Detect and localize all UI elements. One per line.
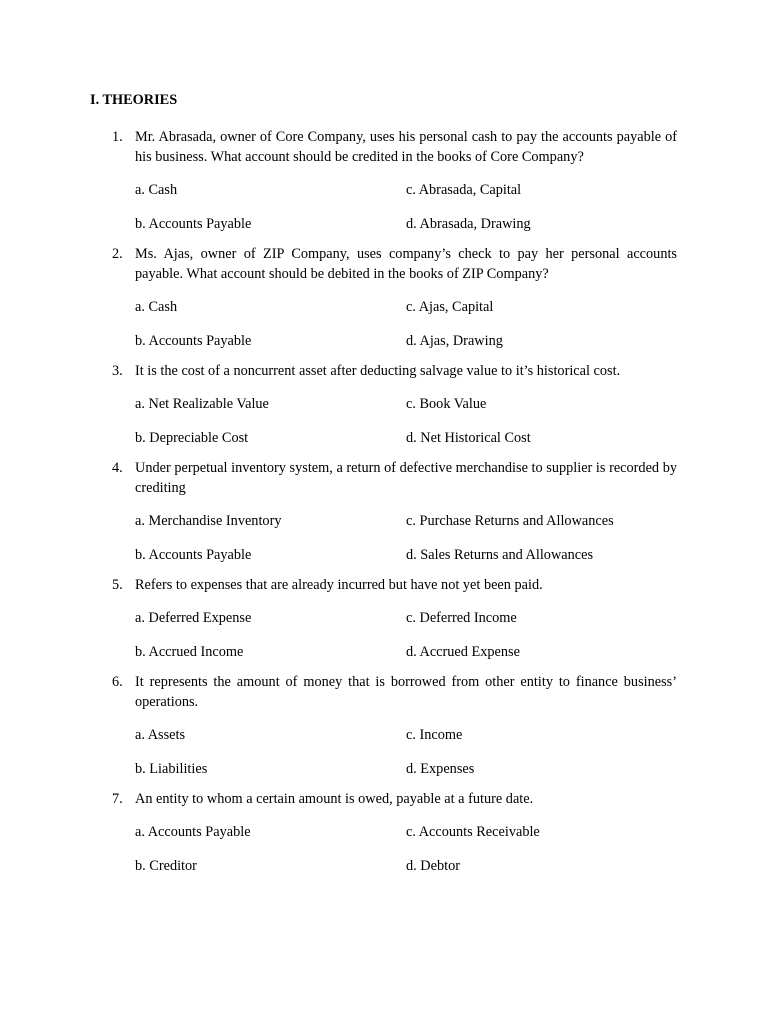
option-d: d. Abrasada, Drawing (406, 216, 531, 232)
question-number: 7. (112, 791, 123, 807)
question-list (0, 127, 768, 886)
option-a: a. Net Realizable Value (135, 396, 269, 412)
option-a: a. Accounts Payable (135, 824, 251, 840)
question-text: An entity to whom a certain amount is owed, payable at a future date. (135, 791, 534, 807)
answer-options (135, 822, 677, 876)
question-stem (0, 127, 768, 167)
question-4 (0, 458, 768, 565)
option-b: b. Liabilities (135, 761, 208, 777)
question-number: 1. (112, 129, 123, 145)
option-b: b. Depreciable Cost (135, 430, 249, 446)
option-c: c. Ajas, Capital (406, 299, 494, 315)
question-6 (0, 672, 768, 779)
question-stem (0, 244, 768, 284)
option-b: b. Accrued Income (135, 644, 244, 660)
answer-options (135, 394, 677, 448)
question-text: Under perpetual inventory system, a return of defective merchandise to supplier is recorded by crediting (135, 460, 677, 496)
question-3 (0, 361, 768, 448)
option-b: b. Creditor (135, 858, 197, 874)
option-c: c. Accounts Receivable (406, 824, 540, 840)
question-1 (0, 127, 768, 234)
option-a: a. Cash (135, 182, 178, 198)
option-d: d. Sales Returns and Allowances (406, 547, 594, 563)
answer-options (135, 725, 677, 779)
question-stem (0, 575, 768, 595)
question-7 (0, 789, 768, 876)
question-number: 3. (112, 363, 123, 379)
answer-options (135, 608, 677, 662)
option-c: c. Deferred Income (406, 610, 517, 626)
question-stem (0, 361, 768, 381)
option-d: d. Ajas, Drawing (406, 333, 503, 349)
section-title: I. THEORIES (90, 92, 178, 108)
question-text: It represents the amount of money that is borrowed from other entity to finance business’ operations. (135, 674, 677, 710)
question-stem (0, 458, 768, 498)
option-c: c. Abrasada, Capital (406, 182, 522, 198)
option-a: a. Assets (135, 727, 186, 743)
question-number: 6. (112, 674, 123, 690)
option-d: d. Net Historical Cost (406, 430, 531, 446)
question-number: 5. (112, 577, 123, 593)
question-stem (0, 672, 768, 712)
question-5 (0, 575, 768, 662)
answer-options (135, 511, 677, 565)
option-b: b. Accounts Payable (135, 216, 252, 232)
question-text: Ms. Ajas, owner of ZIP Company, uses company’s check to pay her personal accounts payable. What account should be debited in the books of ZIP Company? (135, 246, 677, 282)
answer-options (135, 180, 677, 234)
option-a: a. Deferred Expense (135, 610, 252, 626)
option-c: c. Income (406, 727, 463, 743)
answer-options (135, 297, 677, 351)
option-c: c. Book Value (406, 396, 487, 412)
option-c: c. Purchase Returns and Allowances (406, 513, 614, 529)
option-b: b. Accounts Payable (135, 547, 252, 563)
option-d: d. Debtor (406, 858, 460, 874)
question-number: 4. (112, 460, 123, 476)
question-text: It is the cost of a noncurrent asset after deducting salvage value to it’s historical cost. (135, 363, 621, 379)
question-text: Mr. Abrasada, owner of Core Company, uses his personal cash to pay the accounts payable of his business. What account should be credited in the books of Core Company? (135, 129, 677, 165)
question-stem (0, 789, 768, 809)
option-b: b. Accounts Payable (135, 333, 252, 349)
question-number: 2. (112, 246, 123, 262)
option-a: a. Cash (135, 299, 178, 315)
option-d: d. Expenses (406, 761, 475, 777)
question-text: Refers to expenses that are already incurred but have not yet been paid. (135, 577, 543, 593)
question-2 (0, 244, 768, 351)
option-a: a. Merchandise Inventory (135, 513, 282, 529)
option-d: d. Accrued Expense (406, 644, 520, 660)
